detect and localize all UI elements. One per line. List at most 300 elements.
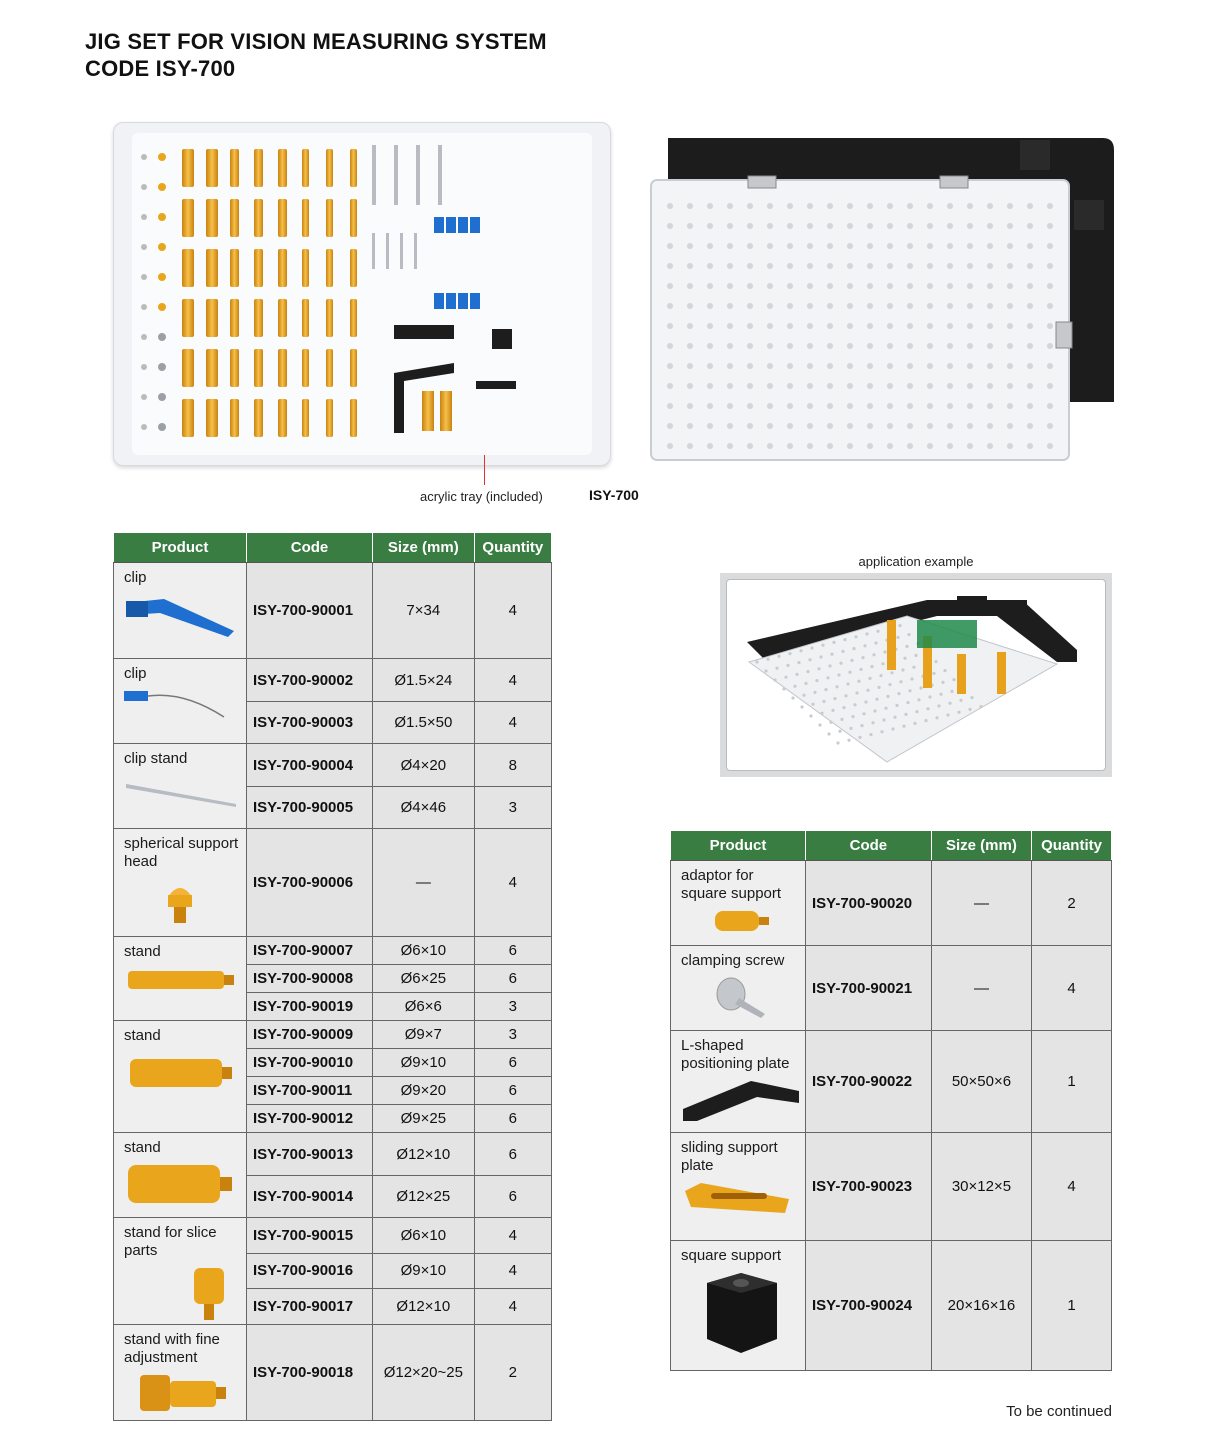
code-cell: ISY-700-90012 bbox=[247, 1105, 373, 1133]
plate-hole bbox=[827, 203, 833, 209]
board-hole bbox=[979, 705, 982, 708]
plate-hole bbox=[927, 283, 933, 289]
plate-hole bbox=[887, 283, 893, 289]
plate-hole bbox=[687, 263, 693, 269]
board-hole bbox=[818, 723, 821, 726]
code-cell: ISY-700-90021 bbox=[806, 946, 932, 1031]
code-cell: ISY-700-90006 bbox=[247, 829, 373, 937]
plate-hole bbox=[947, 363, 953, 369]
board-hole bbox=[943, 669, 946, 672]
board-hole bbox=[808, 658, 811, 661]
product-name: clamping screw bbox=[681, 952, 785, 969]
plate-hole bbox=[847, 303, 853, 309]
quantity-cell: 4 bbox=[1032, 1133, 1112, 1241]
tray-gold-stand bbox=[230, 299, 239, 337]
board-hole bbox=[908, 689, 911, 692]
tray-gold-stand bbox=[302, 149, 309, 187]
plate-hole bbox=[907, 303, 913, 309]
board-hole bbox=[875, 698, 878, 701]
tray-pin bbox=[416, 145, 420, 205]
size-cell: Ø9×20 bbox=[372, 1077, 474, 1105]
board-hole bbox=[877, 686, 880, 689]
table-row bbox=[671, 1133, 1112, 1241]
code-cell: ISY-700-90018 bbox=[247, 1325, 373, 1421]
plate-hole bbox=[807, 203, 813, 209]
tray-gold-stand bbox=[350, 149, 357, 187]
tray-gold-stand bbox=[326, 349, 333, 387]
plate-hole bbox=[867, 323, 873, 329]
tray-gold-stand bbox=[278, 249, 287, 287]
plate-hole bbox=[687, 383, 693, 389]
plate-hole bbox=[947, 343, 953, 349]
plate-hole bbox=[1027, 283, 1033, 289]
code-cell: ISY-700-90024 bbox=[806, 1241, 932, 1371]
product-cell bbox=[671, 946, 806, 1031]
size-cell: Ø12×10 bbox=[372, 1289, 474, 1325]
product-cell bbox=[671, 1241, 806, 1371]
clip-stand-pin-icon bbox=[124, 772, 240, 808]
tray-gold-stand bbox=[230, 149, 239, 187]
board-hole bbox=[968, 708, 971, 711]
plate-hole bbox=[727, 283, 733, 289]
plate-hole bbox=[667, 443, 673, 449]
plate-hole bbox=[787, 263, 793, 269]
plate-hole bbox=[967, 423, 973, 429]
board-hole bbox=[893, 716, 896, 719]
board-hole bbox=[847, 739, 850, 742]
plate-hole bbox=[967, 383, 973, 389]
tray-gold-stand bbox=[326, 149, 333, 187]
plate-hole bbox=[807, 443, 813, 449]
tray-contents-illustration bbox=[132, 133, 594, 457]
board-hole bbox=[809, 714, 812, 717]
plate-hole bbox=[967, 243, 973, 249]
board-hole bbox=[811, 703, 814, 706]
size-cell: Ø9×10 bbox=[372, 1049, 474, 1077]
board-hole bbox=[902, 725, 905, 728]
tray-gold-stand bbox=[230, 349, 239, 387]
board-hole bbox=[799, 649, 802, 652]
plate-hole bbox=[867, 443, 873, 449]
plate-hole bbox=[1027, 203, 1033, 209]
page-title bbox=[85, 28, 547, 82]
plate-hole bbox=[1007, 423, 1013, 429]
plate-hole bbox=[927, 403, 933, 409]
product-table-right bbox=[670, 830, 1112, 1371]
plate-hole bbox=[787, 343, 793, 349]
code-cell: ISY-700-90023 bbox=[806, 1133, 932, 1241]
plate-hole bbox=[1027, 443, 1033, 449]
plate-hole bbox=[887, 203, 893, 209]
tray-blue-clip bbox=[446, 217, 456, 233]
plate-hole bbox=[1027, 243, 1033, 249]
board-hole bbox=[906, 701, 909, 704]
board-hole bbox=[857, 680, 860, 683]
table-row bbox=[114, 1218, 552, 1254]
board-hole bbox=[855, 691, 858, 694]
plate-hole bbox=[787, 223, 793, 229]
plate-hole bbox=[987, 403, 993, 409]
board-hole bbox=[863, 644, 866, 647]
size-cell: Ø6×6 bbox=[372, 993, 474, 1021]
tray-gold-stand bbox=[302, 249, 309, 287]
plate-hole bbox=[1007, 403, 1013, 409]
tray-gold-stand bbox=[326, 299, 333, 337]
tray-gold-stand bbox=[230, 199, 239, 237]
board-hole bbox=[795, 673, 798, 676]
plate-hole bbox=[907, 283, 913, 289]
board-hole bbox=[898, 624, 901, 627]
plate-hole bbox=[667, 323, 673, 329]
product-cell bbox=[114, 1133, 247, 1218]
board-hole bbox=[957, 711, 960, 714]
size-cell: — bbox=[931, 946, 1031, 1031]
tray-peg bbox=[141, 154, 147, 160]
tray-slide-plate bbox=[440, 391, 452, 431]
plate-hole bbox=[947, 383, 953, 389]
sliding-plate-icon bbox=[681, 1179, 793, 1223]
quantity-cell: 4 bbox=[474, 1289, 551, 1325]
size-cell: Ø4×20 bbox=[372, 744, 474, 787]
board-hole bbox=[950, 690, 953, 693]
plate-hole bbox=[867, 363, 873, 369]
plate-hole bbox=[987, 223, 993, 229]
quantity-cell: 2 bbox=[474, 1325, 551, 1421]
plate-hole bbox=[907, 263, 913, 269]
header-code: Code bbox=[806, 831, 932, 861]
table-row bbox=[671, 946, 1112, 1031]
plate-hole bbox=[727, 323, 733, 329]
product-cell bbox=[114, 829, 247, 937]
plate-hole bbox=[1047, 243, 1053, 249]
plate-hole bbox=[1047, 263, 1053, 269]
product-cell bbox=[114, 744, 247, 829]
plate-hole bbox=[1007, 283, 1013, 289]
product-name: clip bbox=[124, 665, 147, 682]
plate-hole bbox=[667, 303, 673, 309]
plate-hole bbox=[787, 323, 793, 329]
board-hole bbox=[884, 707, 887, 710]
board-hole bbox=[959, 699, 962, 702]
board-hole bbox=[755, 660, 758, 663]
code-cell: ISY-700-90005 bbox=[247, 787, 373, 829]
plate-hole bbox=[847, 363, 853, 369]
plate-hole bbox=[1027, 323, 1033, 329]
table-row bbox=[114, 829, 552, 937]
plate-hole bbox=[727, 443, 733, 449]
size-cell: 7×34 bbox=[372, 563, 474, 659]
plate-hole bbox=[667, 203, 673, 209]
code-cell: ISY-700-90004 bbox=[247, 744, 373, 787]
plate-hole bbox=[1047, 303, 1053, 309]
plate-hole bbox=[687, 323, 693, 329]
tray-gold-stand bbox=[206, 199, 218, 237]
table-row bbox=[114, 937, 552, 965]
product-name: stand bbox=[124, 1027, 161, 1044]
tray-pin bbox=[386, 233, 389, 269]
plate-hole bbox=[727, 423, 733, 429]
board-hole bbox=[869, 733, 872, 736]
size-cell: Ø12×20~25 bbox=[372, 1325, 474, 1421]
plate-hole bbox=[947, 303, 953, 309]
plate-hole bbox=[667, 423, 673, 429]
product-name: L-shaped positioning plate bbox=[681, 1037, 790, 1072]
plate-hole bbox=[707, 203, 713, 209]
plate-hole bbox=[787, 383, 793, 389]
tray-blue-clip bbox=[446, 293, 456, 309]
plate-hole bbox=[1027, 383, 1033, 389]
tray-peg bbox=[141, 424, 147, 430]
plate-hole bbox=[827, 303, 833, 309]
plate-hole bbox=[1027, 423, 1033, 429]
plate-hole bbox=[707, 423, 713, 429]
board-hole bbox=[843, 638, 846, 641]
product-name: stand bbox=[124, 1139, 161, 1156]
code-cell: ISY-700-90008 bbox=[247, 965, 373, 993]
plate-hole bbox=[847, 203, 853, 209]
product-cell bbox=[114, 563, 247, 659]
plate-hole bbox=[707, 383, 713, 389]
plate-hole bbox=[907, 223, 913, 229]
table-row bbox=[114, 1021, 552, 1049]
table-row bbox=[114, 563, 552, 659]
plate-hole bbox=[787, 303, 793, 309]
size-cell: Ø12×25 bbox=[372, 1176, 474, 1218]
plate-hole bbox=[767, 263, 773, 269]
plate-hole bbox=[947, 263, 953, 269]
plate-hole bbox=[947, 203, 953, 209]
tray-blue-clip bbox=[470, 293, 480, 309]
tray-part bbox=[158, 243, 166, 251]
board-hole bbox=[833, 697, 836, 700]
product-name: stand with fine adjustment bbox=[124, 1331, 220, 1366]
board-hole bbox=[886, 695, 889, 698]
plate-hole bbox=[747, 403, 753, 409]
plate-hole bbox=[827, 343, 833, 349]
product-name: spherical support head bbox=[124, 835, 239, 870]
perforated-plate-image bbox=[648, 132, 1118, 467]
size-cell: Ø1.5×24 bbox=[372, 659, 474, 702]
slice-stand-icon bbox=[124, 1264, 236, 1324]
code-cell: ISY-700-90007 bbox=[247, 937, 373, 965]
plate-hole bbox=[1047, 403, 1053, 409]
wire-clip-icon bbox=[124, 687, 236, 723]
plate-hole bbox=[927, 243, 933, 249]
board-hole bbox=[919, 686, 922, 689]
plate-hole bbox=[807, 303, 813, 309]
board-hole bbox=[873, 709, 876, 712]
tray-bracket bbox=[476, 381, 516, 389]
quantity-cell: 3 bbox=[474, 993, 551, 1021]
tray-part bbox=[158, 423, 166, 431]
plate-hole bbox=[747, 383, 753, 389]
plate-hole bbox=[767, 383, 773, 389]
tray-peg bbox=[141, 214, 147, 220]
board-hole bbox=[868, 677, 871, 680]
plate-hole bbox=[907, 423, 913, 429]
size-cell: Ø9×7 bbox=[372, 1021, 474, 1049]
plate-hole bbox=[927, 423, 933, 429]
application-caption: application example bbox=[858, 554, 974, 569]
plate-hole bbox=[867, 383, 873, 389]
plate-hole bbox=[827, 243, 833, 249]
plate-hole bbox=[807, 383, 813, 389]
table-row bbox=[671, 861, 1112, 946]
stand-6mm-icon bbox=[124, 965, 236, 995]
l-shaped-plate-icon bbox=[681, 1077, 799, 1123]
tray-blue-clip bbox=[434, 293, 444, 309]
board-hole bbox=[839, 662, 842, 665]
plate-hole bbox=[1027, 403, 1033, 409]
plate-hole bbox=[687, 283, 693, 289]
plate-hole bbox=[787, 443, 793, 449]
header-product: Product bbox=[671, 831, 806, 861]
plate-hole bbox=[787, 363, 793, 369]
board-hole bbox=[870, 665, 873, 668]
tray-part bbox=[158, 273, 166, 281]
plate-hole bbox=[887, 343, 893, 349]
quantity-cell: 6 bbox=[474, 1105, 551, 1133]
product-cell bbox=[114, 1021, 247, 1133]
plate-hole bbox=[927, 383, 933, 389]
code-cell: ISY-700-90010 bbox=[247, 1049, 373, 1077]
title-line-2: CODE ISY-700 bbox=[85, 56, 236, 81]
tray-gold-stand bbox=[206, 349, 218, 387]
plate-hole bbox=[847, 443, 853, 449]
plate-hole bbox=[767, 203, 773, 209]
tray-gold-stand bbox=[182, 199, 194, 237]
board-hole bbox=[782, 687, 785, 690]
plate-hole bbox=[1007, 263, 1013, 269]
plate-hole bbox=[707, 303, 713, 309]
table-header-row bbox=[671, 831, 1112, 861]
plate-hole bbox=[747, 443, 753, 449]
product-name: square support bbox=[681, 1247, 782, 1264]
table-row bbox=[114, 659, 552, 702]
plate-hole bbox=[887, 403, 893, 409]
plate-hole bbox=[1007, 223, 1013, 229]
plate-hole bbox=[787, 283, 793, 289]
plate-hole bbox=[887, 383, 893, 389]
quantity-cell: 4 bbox=[474, 829, 551, 937]
board-hole bbox=[832, 641, 835, 644]
product-name: stand bbox=[124, 943, 161, 960]
plate-hole bbox=[747, 423, 753, 429]
tray-gold-stand bbox=[302, 199, 309, 237]
board-hole bbox=[793, 685, 796, 688]
quantity-cell: 6 bbox=[474, 1049, 551, 1077]
plate-hole bbox=[867, 203, 873, 209]
board-hole bbox=[904, 713, 907, 716]
to-be-continued-note: To be continued bbox=[1006, 1403, 1112, 1420]
plate-hole bbox=[787, 403, 793, 409]
plate-hole bbox=[967, 223, 973, 229]
header-code: Code bbox=[247, 533, 373, 563]
plate-hole bbox=[747, 343, 753, 349]
plate-hole bbox=[1027, 303, 1033, 309]
plate-hole bbox=[827, 443, 833, 449]
board-hole bbox=[876, 630, 879, 633]
plate-hole bbox=[807, 283, 813, 289]
board-hole bbox=[879, 674, 882, 677]
plate-hole bbox=[1047, 383, 1053, 389]
tray-gold-stand bbox=[350, 299, 357, 337]
product-cell bbox=[671, 1031, 806, 1133]
size-cell: — bbox=[931, 861, 1031, 946]
header-quantity: Quantity bbox=[1032, 831, 1112, 861]
tray-gold-stand bbox=[254, 349, 263, 387]
tray-pin bbox=[372, 145, 376, 205]
plate-hole bbox=[767, 223, 773, 229]
tray-gold-stand bbox=[278, 199, 287, 237]
plate-hole bbox=[707, 283, 713, 289]
board-hole bbox=[786, 664, 789, 667]
plate-hole bbox=[1047, 423, 1053, 429]
plate-hole bbox=[687, 443, 693, 449]
board-hole bbox=[817, 667, 820, 670]
clamping-screw-icon bbox=[681, 974, 793, 1018]
board-hole bbox=[880, 730, 883, 733]
plate-hole bbox=[987, 283, 993, 289]
board-hole bbox=[846, 682, 849, 685]
plate-hole bbox=[947, 443, 953, 449]
board-hole bbox=[861, 656, 864, 659]
board-hole bbox=[946, 713, 949, 716]
plate-hole bbox=[667, 223, 673, 229]
tray-pin bbox=[414, 233, 417, 269]
plate-hole bbox=[867, 423, 873, 429]
quantity-cell: 4 bbox=[474, 702, 551, 744]
quantity-cell: 4 bbox=[474, 563, 551, 659]
tray-blue-clip bbox=[458, 217, 468, 233]
size-cell: Ø12×10 bbox=[372, 1133, 474, 1176]
plate-hole bbox=[907, 383, 913, 389]
plate-hole bbox=[787, 423, 793, 429]
plate-hole bbox=[1047, 283, 1053, 289]
tray-gold-stand bbox=[302, 399, 309, 437]
board-hole bbox=[934, 660, 937, 663]
code-cell: ISY-700-90020 bbox=[806, 861, 932, 946]
tray-part bbox=[158, 183, 166, 191]
plate-hole bbox=[707, 343, 713, 349]
board-hole bbox=[850, 659, 853, 662]
plate-hole bbox=[767, 343, 773, 349]
plate-hole bbox=[807, 403, 813, 409]
plate-hole bbox=[1027, 223, 1033, 229]
header-quantity: Quantity bbox=[474, 533, 551, 563]
board-hole bbox=[837, 673, 840, 676]
board-hole bbox=[849, 727, 852, 730]
size-cell: Ø6×25 bbox=[372, 965, 474, 993]
size-cell: Ø1.5×50 bbox=[372, 702, 474, 744]
plate-hole bbox=[967, 263, 973, 269]
size-cell: Ø6×10 bbox=[372, 937, 474, 965]
board-hole bbox=[858, 736, 861, 739]
table-row bbox=[114, 744, 552, 787]
plate-hole bbox=[987, 323, 993, 329]
plate-hole bbox=[747, 303, 753, 309]
tray-gold-stand bbox=[182, 149, 194, 187]
product-name: adaptor for square support bbox=[681, 867, 782, 902]
tray-pointer-line bbox=[484, 455, 485, 485]
plate-hole bbox=[1027, 363, 1033, 369]
tray-square-support bbox=[492, 329, 512, 349]
quantity-cell: 8 bbox=[474, 744, 551, 787]
plate-hole bbox=[667, 343, 673, 349]
plate-hole bbox=[767, 423, 773, 429]
plate-hole bbox=[667, 283, 673, 289]
tray-gold-stand bbox=[182, 299, 194, 337]
